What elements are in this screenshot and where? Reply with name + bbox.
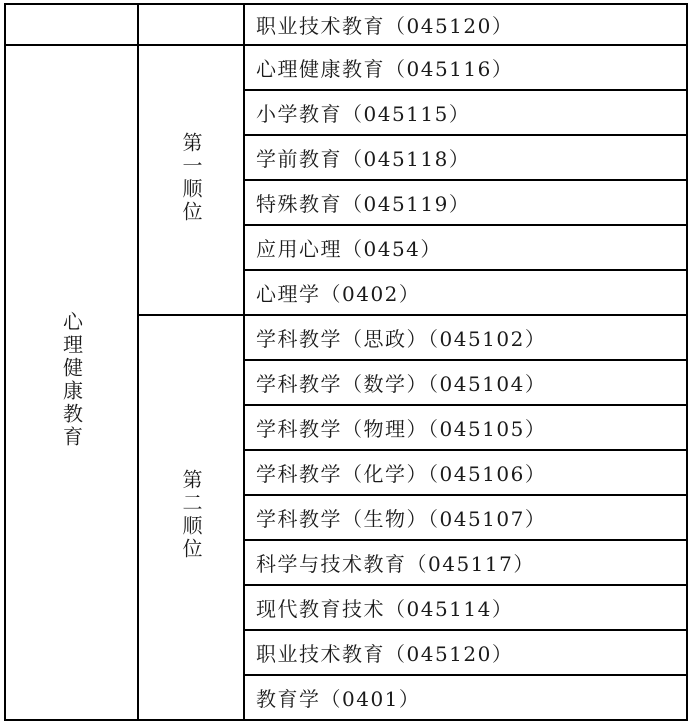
program-cell: 心理健康教育（045116）: [244, 45, 687, 90]
table-row: [5, 4, 687, 45]
priority-second-label: 第二顺位: [179, 469, 203, 561]
program-cell: 学科教学（生物）（045107）: [244, 495, 687, 540]
priority-first-label: 第一顺位: [179, 131, 203, 224]
program-cell: 应用心理（0454）: [244, 225, 687, 270]
program-cell: 心理学（0402）: [244, 270, 687, 315]
program-cell: 学科教学（物理）（045105）: [244, 405, 687, 450]
category-label: 心理健康教育: [59, 311, 84, 449]
program-cell: 科学与技术教育（045117）: [244, 540, 687, 585]
prev-priority-empty-cell: [138, 4, 244, 45]
prev-category-empty-cell: [5, 4, 138, 45]
program-cell: 小学教育（045115）: [244, 90, 687, 135]
category-cell: [5, 45, 138, 720]
program-cell: 学科教学（数学）（045104）: [244, 360, 687, 405]
priority-first-cell: [138, 45, 244, 315]
adjustment-table: [4, 3, 688, 721]
program-cell: 学科教学（化学）（045106）: [244, 450, 687, 495]
priority-second-cell: [138, 315, 244, 720]
program-cell: 职业技术教育（045120）: [244, 630, 687, 675]
program-cell: 学科教学（思政）（045102）: [244, 315, 687, 360]
table-row: [5, 45, 687, 90]
program-cell: 学前教育（045118）: [244, 135, 687, 180]
program-cell: 职业技术教育（045120）: [244, 4, 687, 45]
program-cell: 特殊教育（045119）: [244, 180, 687, 225]
program-cell: 教育学（0401）: [244, 675, 687, 720]
program-cell: 现代教育技术（045114）: [244, 585, 687, 630]
